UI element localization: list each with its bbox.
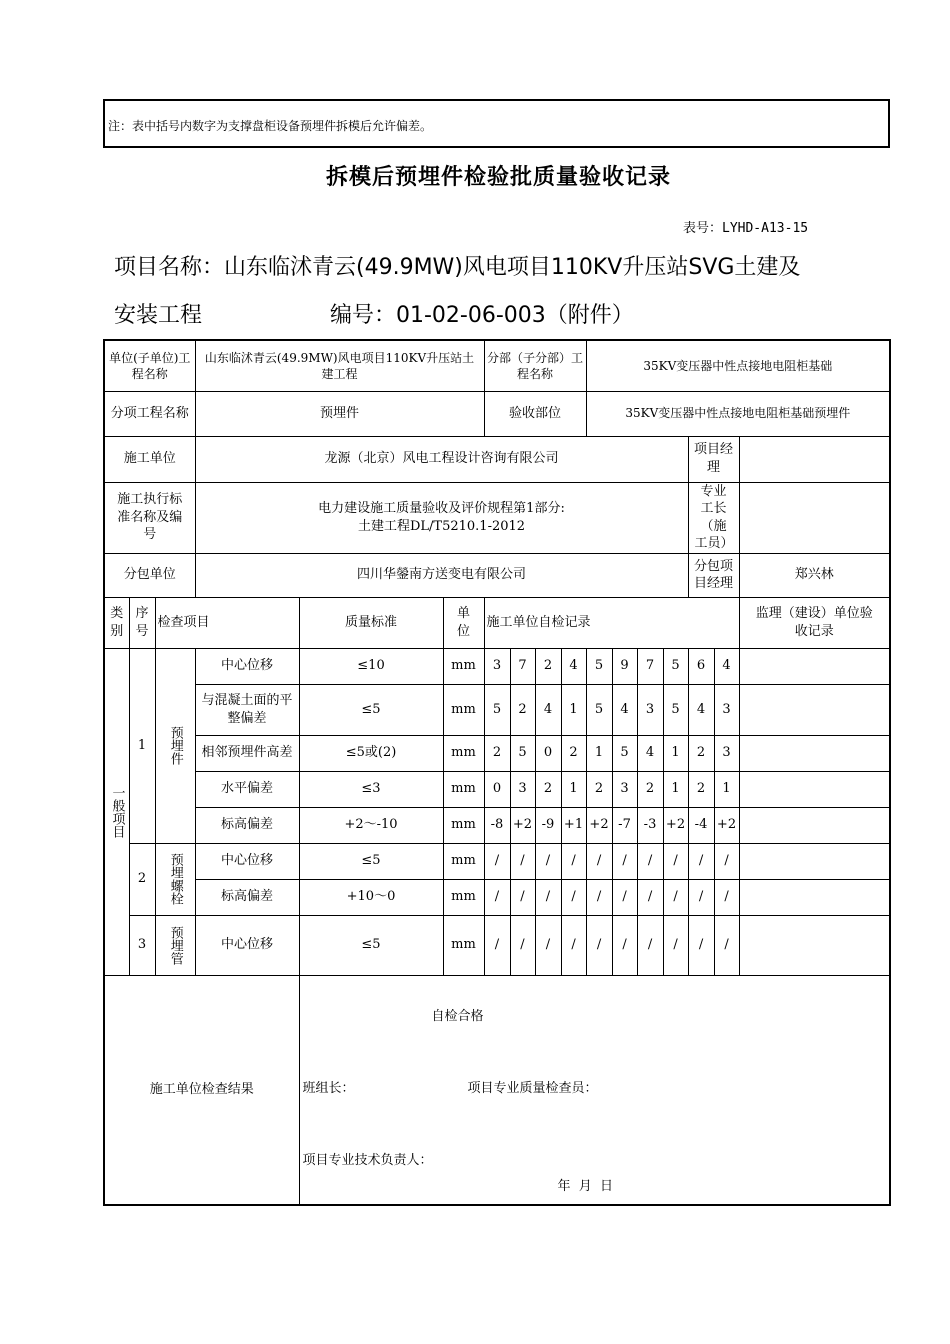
result-label: 施工单位检查结果 [149,1081,254,1097]
self-check-value: / [724,853,729,869]
self-check-value: / [724,889,729,905]
self-check-value: / [622,853,627,869]
standard-label: 施工执行标准名称及编号 [117,492,183,543]
subcontractor-value: 四川华鎣南方送变电有限公司 [357,567,527,583]
self-check-value: 6 [696,658,706,674]
sub-pm-label: 分包项目经理 [694,558,734,592]
check-item: 中心位移 [220,853,273,869]
check-row [104,735,890,771]
self-check-value: -9 [541,817,555,833]
self-check-value: / [698,937,704,953]
check-item: 相邻预埋件高差 [201,745,293,761]
sub-label: 分部（子分部）工程名称 [487,350,584,381]
unit: mm [451,701,476,717]
result-area [299,975,890,1205]
supervision-record [739,843,890,879]
group-name: 预埋管 [167,925,183,965]
self-check-value: 2 [492,745,502,761]
self-check-value: / [545,889,551,905]
note-box [103,99,890,148]
self-check-value: 5 [620,745,629,761]
self-check-value: 5 [671,658,680,674]
self-check-value: -7 [618,817,631,833]
constructor-value: 龙源（北京）风电工程设计咨询有限公司 [324,451,559,467]
self-check-value: 4 [620,701,629,717]
group-seq: 2 [137,871,147,887]
self-check-value: / [622,937,627,953]
self-check-value: / [596,889,602,905]
self-check-value: 4 [569,658,578,674]
self-check-value: 0 [492,781,502,797]
unit: mm [451,889,476,905]
self-check-value: 7 [645,658,655,674]
check-row [104,807,890,843]
self-check-value: +2 [512,817,533,833]
self-check-value: / [494,937,500,953]
self-check-value: 5 [594,701,604,717]
supervision-record [739,648,890,684]
check-row [104,684,890,735]
self-check-value: 3 [722,701,731,717]
self-check-value: 3 [645,701,655,717]
unit: mm [451,937,476,953]
project-name-line2: 安装工程 [114,303,203,328]
quality-standard: ≤10 [357,658,385,674]
supervision-record [739,915,890,975]
self-check-value: / [724,937,729,953]
self-check-value: 3 [620,781,629,797]
col-check-item: 检查项目 [157,614,210,630]
team-leader-label: 班组长： [302,1080,355,1096]
check-row [104,879,890,915]
pm-label: 项目经理 [694,442,734,475]
unit-value: 山东临沭青云(49.9MW)风电项目110KV升压站土建工程 [204,350,475,381]
group-seq: 1 [137,737,147,753]
self-check-value: / [698,853,704,869]
check-row [104,648,890,684]
col-standard: 质量标准 [344,614,397,630]
standard-value-2: 土建工程DL/T5210.1-2012 [357,518,526,534]
self-check-value: 4 [696,701,706,717]
item-value: 预埋件 [319,405,359,421]
supervision-record [739,807,890,843]
self-check-value: / [571,937,576,953]
page-title: 拆模后预埋件检验批质量验收记录 [325,164,671,190]
unit: mm [451,781,476,797]
self-check-value: / [520,889,525,905]
self-check-value: 2 [543,781,553,797]
unit: mm [451,658,476,674]
standard-value-1: 电力建设施工质量验收及评价规程第1部分: [318,501,565,517]
quality-standard: ≤5 [361,853,381,869]
item-label: 分项工程名称 [110,405,189,421]
self-check-result: 自检合格 [431,1008,484,1024]
self-check-value: 7 [518,658,527,674]
col-supervision: 监理（建设）单位验收记录 [755,606,873,639]
self-check-value: 2 [696,745,706,761]
quality-standard: ≤3 [361,781,381,797]
foreman-label: 专业工长（施工员） [694,483,734,552]
unit: mm [451,817,476,833]
self-check-value: / [520,853,525,869]
self-check-value: / [673,853,678,869]
col-category: 类别 [110,606,124,639]
check-item: 中心位移 [220,658,273,674]
self-check-value: / [520,937,525,953]
form-number: 表号：LYHD-A13-15 [683,221,809,236]
self-check-value: +2 [716,817,737,833]
self-check-value: / [545,937,551,953]
self-check-value: 3 [518,781,527,797]
self-check-value: / [673,937,678,953]
supervision-record [739,735,890,771]
supervision-record [739,684,890,735]
self-check-value: 5 [518,745,527,761]
self-check-value: 2 [543,658,553,674]
self-check-value: +2 [589,817,609,833]
self-check-value: 4 [722,658,731,674]
date-label: 年 月 日 [557,1178,614,1194]
self-check-value: / [673,889,678,905]
quality-standard: ≤5 [361,701,381,717]
group-name: 预埋螺栓 [167,853,183,906]
quality-standard: ≤5或(2) [345,745,397,761]
self-check-value: 5 [594,658,604,674]
self-check-value: 1 [671,781,680,797]
self-check-value: 1 [569,701,578,717]
check-row [104,915,890,975]
self-check-value: 0 [543,745,553,761]
col-self-check: 施工单位自检记录 [486,614,591,630]
self-check-value: / [571,889,576,905]
self-check-value: 1 [569,781,578,797]
self-check-value: 1 [671,745,680,761]
self-check-value: / [596,853,602,869]
quality-standard: +10～0 [346,889,396,905]
self-check-value: 3 [492,658,502,674]
self-check-value: +2 [665,817,686,833]
unit-label: 单位(子单位)工程名称 [109,350,191,381]
check-item: 中心位移 [220,937,273,953]
supervision-record [739,879,890,915]
self-check-value: 9 [620,658,629,674]
quality-standard: ≤5 [361,937,381,953]
self-check-value: / [622,889,627,905]
self-check-value: 5 [671,701,680,717]
check-item: 标高偏差 [220,817,273,833]
tech-lead-label: 项目专业技术负责人： [302,1152,433,1168]
self-check-value: -8 [490,817,504,833]
self-check-value: 2 [696,781,706,797]
project-name-line1: 项目名称：山东临沭青云(49.9MW)风电项目110KV升压站SVG土建及 [114,255,801,280]
self-check-value: 3 [722,745,731,761]
check-row [104,843,890,879]
group-seq: 3 [137,937,147,953]
self-check-value: 2 [594,781,604,797]
unit: mm [451,745,476,761]
self-check-value: / [494,889,500,905]
quality-inspector-label: 项目专业质量检查员： [467,1080,598,1096]
self-check-value: 5 [492,701,502,717]
supervision-record [739,771,890,807]
accept-part-label: 验收部位 [509,405,562,421]
self-check-value: -4 [694,817,708,833]
check-item: 标高偏差 [220,889,273,905]
self-check-value: / [494,853,500,869]
self-check-value: 1 [722,781,731,797]
col-unit: 单位 [456,606,470,639]
self-check-value: / [647,937,653,953]
self-check-value: 2 [518,701,527,717]
note-text: 注：表中括号内数字为支撑盘柜设备预埋件拆模后允许偏差。 [108,119,433,133]
sub-value: 35KV变压器中性点接地电阻柜基础 [643,358,833,373]
accept-part-value: 35KV变压器中性点接地电阻柜基础预埋件 [625,406,851,421]
self-check-value: 4 [645,745,655,761]
self-check-value: 2 [569,745,578,761]
serial-number: 编号：01-02-06-003（附件） [330,303,634,328]
self-check-value: +1 [563,817,584,833]
unit: mm [451,853,476,869]
self-check-value: / [647,853,653,869]
self-check-value: 4 [543,701,553,717]
group-name: 预埋件 [167,726,183,766]
constructor-label: 施工单位 [123,451,176,467]
self-check-value: 1 [594,745,604,761]
quality-standard: +2～-10 [344,817,398,833]
self-check-value: / [545,853,551,869]
check-item: 与混凝土面的平整偏差 [201,693,293,726]
check-row [104,771,890,807]
category-general: 一般项目 [109,785,125,838]
self-check-value: / [698,889,704,905]
subcontractor-label: 分包单位 [123,567,176,583]
col-seq: 序号 [135,606,149,639]
inspection-table [103,339,891,1206]
check-item: 水平偏差 [220,781,273,797]
self-check-value: / [596,937,602,953]
self-check-value: / [647,889,653,905]
self-check-value: 2 [645,781,655,797]
sub-pm-value: 郑兴林 [794,567,834,583]
self-check-value: -3 [643,817,657,833]
self-check-value: / [571,853,576,869]
